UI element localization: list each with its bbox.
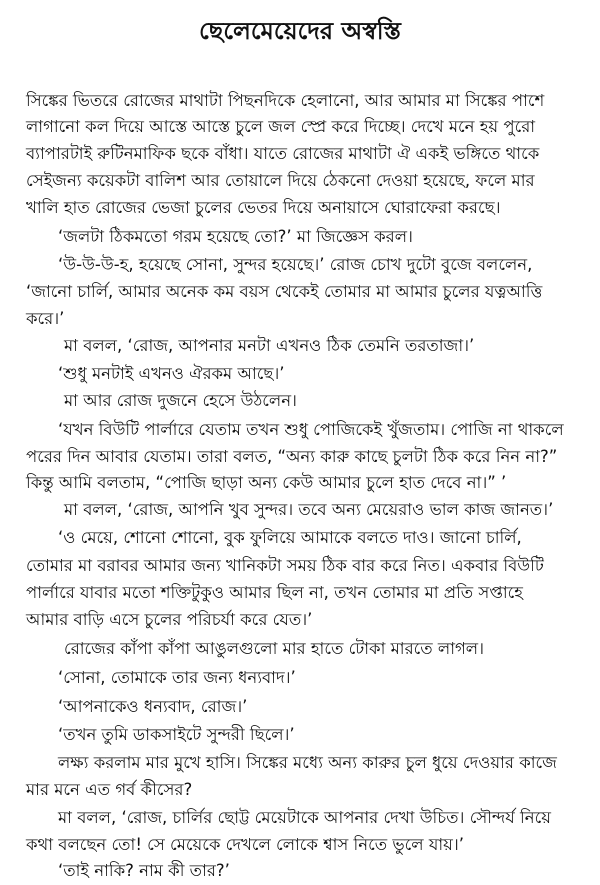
text-line: সেইজন্য কয়েকটা বালিশ আর তোয়ালে দিয়ে ঠেকনো দেওয়া হয়েছে, ফলে মার (26, 171, 535, 190)
text-line: ব্যাপারটাই রুটিনমাফিক ছকে বাঁধা। যাতে রোজের মাথাটা ঐ একই ভঙ্গিতে থাকে (26, 144, 540, 163)
text-line: কিন্তু আমি বলতাম, “পোজি ছাড়া অন্য কেউ আমার চুলে হাত দেবে না।” ’ (26, 473, 507, 492)
text-line: ‘যখন বিউটি পার্লারে যেতাম তখন শুধু পোজিকেই খুঁজতাম। পোজি না থাকলে (58, 420, 564, 439)
text-line: ‘ও মেয়ে, শোনো শোনো, বুক ফুলিয়ে আমাকে বলতে দাও। জানো চার্লি, (58, 528, 522, 547)
text-line: পরের দিন আবার যেতাম। তারা বলত, “অন্য কারু কাছে চুলটা ঠিক করে নিন না?” (26, 447, 558, 466)
text-line: মার মনে এত গর্ব কীসের? (26, 780, 193, 799)
text-line: মা বলল, ‘রোজ, আপনার মনটা এখনও ঠিক তেমনি তরতাজা।’ (64, 336, 475, 355)
text-line: করে।’ (26, 309, 65, 328)
text-line: ‘সোনা, তোমাকে তার জন্য ধন্যবাদ।’ (58, 668, 296, 687)
text-line: পার্লারে যাবার মতো শক্তিটুকুও আমার ছিল না, তখন তোমার মা প্রতি সপ্তাহে (26, 583, 523, 602)
text-line: ‘আপনাকেও ধন্যবাদ, রোজ।’ (58, 697, 248, 716)
text-line: মা বলল, ‘রোজ, আপনি খুব সুন্দর। তবে অন্য মেয়েরাও ভাল কাজ জানত।’ (64, 500, 554, 519)
text-line: খালি হাত রোজের ভেজা চুলের ভেতর দিয়ে অনায়াসে ঘোরাফেরা করছে। (26, 198, 501, 217)
text-line: তোমার মা বরাবর আমার জন্য খানিকটা সময় ঠিক বার করে নিত। একবার বিউটি (26, 556, 544, 575)
text-line: মা আর রোজ দুজনে হেসে উঠলেন। (64, 391, 297, 410)
text-line: ‘জলটা ঠিকমতো গরম হয়েছে তো?’ মা জিজ্ঞেস করল। (58, 227, 413, 246)
chapter-title: ছেলেমেয়েদের অস্বস্তি (199, 17, 401, 45)
text-line: সিঙ্কের ভিতরে রোজের মাথাটা পিছনদিকে হেলানো, আর আমার মা সিঙ্কের পাশে (26, 91, 545, 110)
text-line: ‘তাই নাকি? নাম কী তার?’ (58, 861, 230, 880)
text-line: ‘শুধু মনটাই এখনও ঐরকম আছে।’ (58, 364, 285, 383)
text-line: লক্ষ্য করলাম মার মুখে হাসি। সিঙ্কের মধ্যে অন্য কারুর চুল ধুয়ে দেওয়ার কাজে (58, 753, 557, 772)
text-line: ‘উ-উ-উ-হ, হয়েছে সোনা, সুন্দর হয়েছে।’ রোজ চোখ দুটো বুজে বললেন, (58, 255, 533, 274)
text-line: রোজের কাঁপা কাঁপা আঙুলগুলো মার হাতে টোকা মারতে লাগল। (64, 639, 485, 658)
text-line: কথা বলছেন তো! সে মেয়েকে দেখলে লোকে শ্বাস নিতে ভুলে যায়।’ (26, 835, 464, 854)
text-line: আমার বাড়ি এসে চুলের পরিচর্যা করে যেত।’ (26, 610, 313, 629)
text-line: ‘তখন তুমি ডাকসাইটে সুন্দরী ছিলে।’ (58, 725, 295, 744)
text-line: লাগানো কল দিয়ে আস্তে আস্তে চুলে জল স্প্রে করে দিচ্ছে। দেখে মনে হয় পুরো (26, 117, 536, 136)
text-line: ‘জানো চার্লি, আমার অনেক কম বয়স থেকেই তোমার মা আমার চুলের যত্নআত্তি (26, 282, 543, 301)
text-line: মা বলল, ‘রোজ, চার্লির ছোট্ট মেয়েটাকে আপনার দেখা উচিত। সৌন্দর্য নিয়ে (58, 808, 551, 827)
